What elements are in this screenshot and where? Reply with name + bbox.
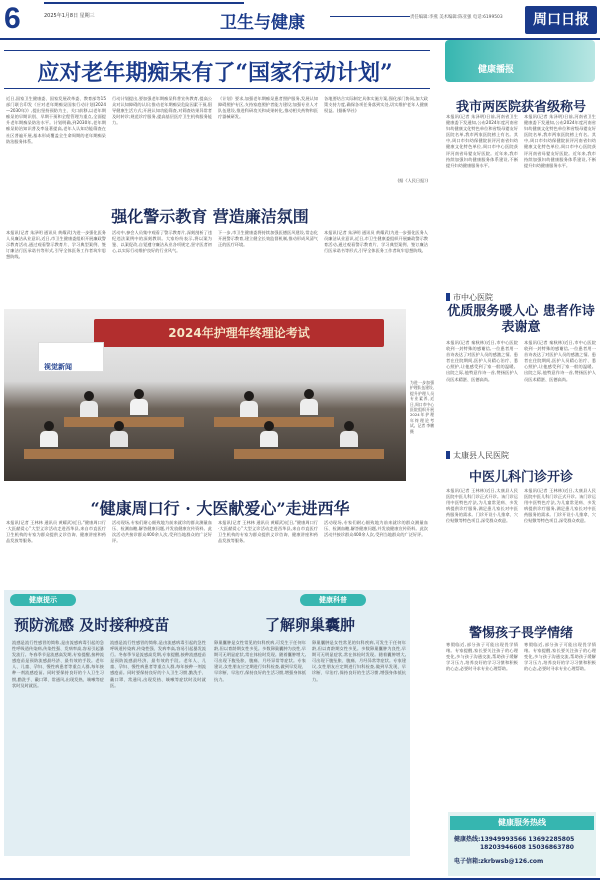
right-story2-headline: 优质服务暖人心 患者作诗表谢意 bbox=[447, 304, 595, 335]
photo-caption: 为进一步加强护理队伍建设,提升护理人员专业素养,近日,周口市中心医院组织开展2024年护理年终理论考试。记者 李鹏 摄 bbox=[410, 380, 434, 434]
hotline-title: 健康服务热线 bbox=[450, 816, 594, 830]
lead-top-rule bbox=[4, 50, 430, 51]
right-story1-col-2: 本报讯(记者 朱泽明)日前,河南省卫生健康委下发通知,公布2024年度河南省妇幼健康文化特色单位和省级母婴友好医院名单,我市两家医院榜上有名。其中,周口市妇幼保健院获评河南省妇幼健康文化特色单位,周口市中心医院获评河南省母婴友好医院。近年来,我市持续加强妇幼健康服务体系建设,不断提升妇幼健康服务水平。 bbox=[524, 114, 596, 168]
person bbox=[44, 421, 54, 431]
story3-col-4: 活动现场,专家们耐心细致地为前来就诊的群众测量血压、检测血糖,解答健康问题,并发放健康宣传资料。此次活动共接诊群众400余人次,受到当地群众的广泛好评。 bbox=[324, 520, 428, 538]
story3-col-1: 本报讯(记者 王林林 通讯员 黄耀武)近日,“健康周口行·大医献爱心”大型义诊活动走进西华县,来自市直医疗卫生机构的专家为群众提供义诊咨询、健康讲座和药品发放等服务。 bbox=[6, 520, 106, 544]
lead-col-3: 《计划》要求,加强老年期痴呆患者照护服务,发展认知障碍照护专区,支持家庭照护者能力建设;加强专业人才队伍建设,推进科研攻关和成果转化,推动相关药物和医疗器械研发。 bbox=[218, 96, 318, 120]
paper-logo: 周口日报 bbox=[525, 6, 597, 34]
feature-tag-left bbox=[10, 594, 76, 606]
person bbox=[134, 389, 144, 399]
feature-left-col-2: 流感是流行性感冒的简称,是由流感病毒引起的急性呼吸道传染病,传染性强、发病率高,容易引起暴发流行。冬春季节是流感高发期,专家提醒,接种流感疫苗是预防流感最经济、最有效的手段。老年人、儿童、孕妇、慢性病患者等重点人群,每年接种一剂流感疫苗。同时要保持良好的个人卫生习惯,勤洗手、戴口罩、常通风,出现发热、咳嗽等症状时及时就医。 bbox=[110, 640, 206, 688]
story2-headline: 强化警示教育 营造廉洁氛围 bbox=[111, 207, 309, 226]
photo-banner-text: 2024年护理年终理论考试 bbox=[168, 326, 310, 340]
person bbox=[80, 401, 98, 417]
right-tag-3: 太康县人民医院 bbox=[446, 450, 509, 461]
lead-col-4: 各地要结合实际制定具体实施方案,强化部门协同,加大政策支持力度,确保各项任务落到实处,切实维护老年人健康权益。(据新华社) bbox=[324, 96, 428, 114]
feature-tag-left-text: 健康提示 bbox=[29, 596, 57, 604]
feature-left-col-1: 流感是流行性感冒的简称,是由流感病毒引起的急性呼吸道传染病,传染性强、发病率高,容易引起暴发流行。冬春季节是流感高发期,专家提醒,接种流感疫苗是预防流感最经济、最有效的手段。老年人、儿童、孕妇、慢性病患者等重点人群,每年接种一剂流感疫苗。同时要保持良好的个人卫生习惯,勤洗手、戴口罩、常通风,出现发热、咳嗽等症状时及时就医。 bbox=[12, 640, 104, 688]
feature-left-headline: 预防流感 及时接种疫苗 bbox=[14, 616, 170, 634]
right-story3-col-1: 本报讯(记者 王林林)近日,太康县人民医院中医儿科门诊正式开诊。该门诊运用中医特色疗法,为儿童常见病、多发病提供诊疗服务,满足患儿家长对中医药服务的需求。门诊开设小儿推拿、穴位贴敷等特色项目,深受群众欢迎。 bbox=[446, 488, 518, 524]
person bbox=[304, 389, 314, 399]
person bbox=[340, 431, 358, 447]
hotline-row-2: 18203946608 15036863780 bbox=[480, 844, 574, 851]
person bbox=[344, 421, 354, 431]
feature-right-col-2: 卵巢囊肿是女性常见的妇科疾病,可发生于任何年龄,但以育龄期女性多见。多数卵巢囊肿为良性,早期可无明显症状,常在体检时发现。随着囊肿增大,可出现下腹坠胀、腹痛、月经异常等症状。专家建议,女性朋友应定期进行妇科检查,做到早发现、早诊断、早治疗,保持良好的生活习惯,增强身体抵抗力。 bbox=[312, 640, 406, 682]
photo-banner bbox=[94, 319, 384, 347]
person bbox=[244, 391, 254, 401]
feature-tag-right-text: 健康科普 bbox=[319, 596, 347, 604]
person bbox=[300, 399, 318, 415]
right-story3-col-2: 本报讯(记者 王林林)近日,太康县人民医院中医儿科门诊正式开诊。该门诊运用中医特色疗法,为儿童常见病、多发病提供诊疗服务,满足患儿家长对中医药服务的需求。门诊开设小儿推拿、穴位贴敷等特色项目,深受群众欢迎。 bbox=[524, 488, 596, 524]
page-number: 6 bbox=[4, 2, 21, 35]
hotline-email: 电子信箱:zkrbwsb@126.com bbox=[454, 858, 544, 865]
story2-col-2: 活动中,参会人员集中观看了警示教育片,深刻剖析了违纪违法案例中的深刻教训。大家纷纷表示,将以案为鉴、以案促改,自觉遵守廉洁从业各项规定,坚守医者初心,以实际行动维护良好的行业风气。 bbox=[112, 230, 212, 254]
feature-right-col-1: 卵巢囊肿是女性常见的妇科疾病,可发生于任何年龄,但以育龄期女性多见。多数卵巢囊肿为良性,早期可无明显症状,常在体检时发现。随着囊肿增大,可出现下腹坠胀、腹痛、月经异常等症状。专家建议,女性朋友应定期进行妇科检查,做到早发现、早诊断、早治疗,保持良好的生活习惯,增强身体抵抗力。 bbox=[214, 640, 306, 682]
lead-source: (据《人民日报》) bbox=[397, 178, 428, 183]
section-badge-text: 健康播报 bbox=[478, 65, 515, 75]
right-story2-col-1: 本报讯(记者 秦秋林)近日,市中心医院收到一封特殊的感谢信,一位患者用一首诗表达了对医护人员的感激之情。患者在住院期间,医护人员精心治疗、悉心照护,让他感受到了家一般的温暖。出院之际,他特意作诗一首,赞扬医护人员医术精湛、医德高尚。 bbox=[446, 340, 518, 382]
right-story4-headline: 警惕孩子畏学情绪 bbox=[468, 626, 573, 641]
lead-bottom-rule bbox=[4, 88, 430, 89]
story3-col-2: 活动现场,专家们耐心细致地为前来就诊的群众测量血压、检测血糖,解答健康问题,并发放健康宣传资料。此次活动共接诊群众400余人次,受到当地群众的广泛好评。 bbox=[112, 520, 212, 544]
right-tag-2: 市中心医院 bbox=[446, 292, 493, 303]
desk bbox=[234, 449, 384, 459]
feature-right-headline: 了解卵巢囊肿 bbox=[264, 616, 355, 634]
person bbox=[260, 431, 278, 447]
news-photo bbox=[4, 309, 406, 481]
photo-tag: 视觉新闻 bbox=[44, 363, 72, 371]
desk bbox=[64, 417, 184, 427]
story2-col-3: 下一步,市卫生健康委将持续加强医德医风建设,常态化开展警示教育,建立健全长效监督机制,推动形成风清气正的医疗环境。 bbox=[218, 230, 318, 248]
story2-col-4: 本报讯(记者 朱泽明 通讯员 黄耀武)为进一步强化医务人员廉洁从业意识,近日,市卫生健康委组织开展廉政警示教育活动,通过观看警示教育片、学习典型案例、签订廉洁行医承诺书等形式,引导全体医务工作者筑牢思想防线。 bbox=[324, 230, 428, 254]
person bbox=[130, 399, 148, 415]
lead-col-2: 行动计划提出,要加强老年期痴呆科普宣传教育,提高公众对认知障碍的认识;推动老年期痴呆危险因素干预,倡导健康生活方式;开展认知功能筛查,对筛查结果异常者及时转诊;规范诊疗服务,提高基层医疗卫生机构服务能力。 bbox=[112, 96, 212, 126]
story3-col-3: 本报讯(记者 王林林 通讯员 黄耀武)近日,“健康周口行·大医献爱心”大型义诊活动走进西华县,来自市直医疗卫生机构的专家为群众提供义诊咨询、健康讲座和药品发放等服务。 bbox=[218, 520, 318, 544]
lead-headline: 应对老年期痴呆有了“国家行动计划” bbox=[37, 60, 393, 86]
right-story4-col-1: 寒假临近,部分孩子可能出现畏学情绪。专家提醒,家长要关注孩子的心理变化,多与孩子沟通交流,帮助孩子缓解学习压力,培养良好的学习习惯和积极的心态,必要时寻求专业心理帮助。 bbox=[446, 642, 518, 672]
story2-col-1: 本报讯(记者 朱泽明 通讯员 黄耀武)为进一步强化医务人员廉洁从业意识,近日,市卫生健康委组织开展廉政警示教育活动,通过观看警示教育片、学习典型案例、签订廉洁行医承诺书等形式,引导全体医务工作者筑牢思想防线。 bbox=[6, 230, 106, 260]
hotline-row-1: 健康热线:13949993566 13692285805 bbox=[454, 836, 575, 843]
footer-rule bbox=[0, 878, 600, 880]
right-story4-col-2: 寒假临近,部分孩子可能出现畏学情绪。专家提醒,家长要关注孩子的心理变化,多与孩子沟通交流,帮助孩子缓解学习压力,培养良好的学习习惯和积极的心态,必要时寻求专业心理帮助。 bbox=[524, 642, 596, 672]
right-story1-headline: 我市两医院获省级称号 bbox=[455, 100, 586, 115]
date-line: 2025年1月8日 星期三 bbox=[44, 13, 95, 19]
person bbox=[114, 421, 124, 431]
section-rule bbox=[330, 16, 410, 17]
desk bbox=[24, 449, 174, 459]
right-story1-col-1: 本报讯(记者 朱泽明)日前,河南省卫生健康委下发通知,公布2024年度河南省妇幼健康文化特色单位和省级母婴友好医院名单,我市两家医院榜上有名。其中,周口市妇幼保健院获评河南省妇幼健康文化特色单位,周口市中心医院获评河南省母婴友好医院。近年来,我市持续加强妇幼健康服务体系建设,不断提升妇幼健康服务水平。 bbox=[446, 114, 518, 168]
lead-col-1: 近日,国家卫生健康委、国家发展改革委、教育部等15部门联合印发《应对老年期痴呆国家行动计划(2024—2030年)》,提出坚持预防为主、关口前移,以老年期痴呆的早期识别、早期干预和全程管理为重点,全面提升老年期痴呆防治水平。计划明确,到2030年,老年期痴呆防治知识普及率显著提高,老年人认知功能筛查在社区普遍开展,基本形成覆盖全生命周期的老年期痴呆防治服务体系。 bbox=[6, 96, 106, 144]
section-title: 卫生与健康 bbox=[220, 13, 305, 33]
person bbox=[84, 391, 94, 401]
story3-headline: “健康周口行 · 大医献爱心”走进西华 bbox=[90, 499, 350, 518]
desk bbox=[214, 417, 334, 427]
section-badge bbox=[445, 40, 595, 82]
person bbox=[240, 401, 258, 417]
editors-line: 责任编辑:李燕 美术编辑:陈亚强 电话:6199503 bbox=[410, 15, 503, 20]
right-story3-headline: 中医儿科门诊开诊 bbox=[468, 470, 573, 485]
person bbox=[264, 421, 274, 431]
feature-tag-right bbox=[300, 594, 366, 606]
masthead-rule bbox=[44, 2, 244, 4]
person bbox=[110, 431, 128, 447]
right-story2-col-2: 本报讯(记者 秦秋林)近日,市中心医院收到一封特殊的感谢信,一位患者用一首诗表达了对医护人员的感激之情。患者在住院期间,医护人员精心治疗、悉心照护,让他感受到了家一般的温暖。出院之际,他特意作诗一首,赞扬医护人员医术精湛、医德高尚。 bbox=[524, 340, 596, 382]
person bbox=[40, 431, 58, 447]
